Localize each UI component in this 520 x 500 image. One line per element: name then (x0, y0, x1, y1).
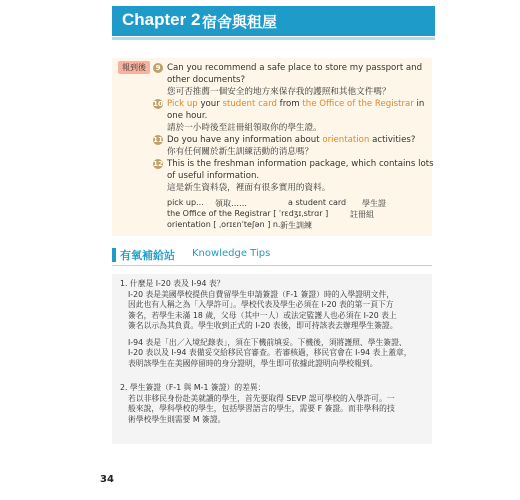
dialog-badge: 報到後 (118, 61, 150, 74)
vocab-term: a student card (288, 198, 347, 207)
tip-line: 簽名，若學生未滿 18 歲，父母（其中一人）或法定監護人也必須在 I-20 表上 (128, 310, 397, 320)
section-title-zh: 有氧補給站 (120, 249, 175, 262)
chapter-label: Chapter 2 (122, 10, 201, 29)
section-divider (112, 265, 432, 266)
vocab-meaning: 領取…… (215, 199, 247, 208)
dialog-zh-line: 您可否推薦一個安全的地方來保存我的護照和其他文件嗎？ (167, 87, 391, 97)
tip-line: 因此也有人稱之為「入學許可」。學校代表及學生必須在 I-20 表的第一頁下方 (128, 300, 394, 309)
tip-2 (120, 383, 420, 425)
text-fragment: Do you have any information about (167, 135, 323, 145)
highlight-phrase: Pick up (167, 99, 198, 109)
text-fragment: your (197, 99, 223, 109)
dialog-en-line (167, 98, 424, 110)
vocab-term: the Office of the Registrar [ ˈrɛdʒɪˌstrɑr ] (167, 209, 329, 218)
dialog-zh-line: 請於一小時後至註冊組領取你的學生證。 (167, 123, 322, 133)
vocab-meaning: 新生訓練 (280, 221, 312, 230)
dialog-en-line: This is the freshman information package, which contains lots (167, 159, 434, 169)
tip-line: 般來說，學科學校的學生，包括學習語言的學生，需要 F 簽證。而非學科的技 (128, 404, 395, 413)
text-fragment: in (413, 99, 425, 109)
dialog-en-line: other documents? (167, 75, 246, 85)
highlight-phrase: student card (222, 99, 277, 109)
vocab-term: pick up... (167, 198, 204, 207)
highlight-phrase: the Office of the Registrar (302, 99, 414, 109)
tip-line: 術學校學生則需要 M 簽證。 (128, 414, 226, 424)
dialog-en-line: Can you recommend a safe place to store my passport and (167, 63, 423, 73)
tip-line: 簽名以示為其負責。學生收到正式的 I-20 表後，即可持該表去辦理學生簽證。 (128, 321, 398, 330)
section-marker (112, 248, 116, 262)
item-number: 11 (153, 136, 163, 144)
vocab-meaning: 註冊組 (350, 210, 374, 219)
chapter-underline (112, 37, 435, 40)
page-number: 34 (100, 474, 114, 485)
text-fragment: activities? (369, 135, 416, 145)
tip-1 (120, 279, 420, 369)
dialog-zh-line: 你有任何關於新生訓練活動的消息嗎？ (167, 147, 314, 157)
item-number: 12 (153, 160, 163, 168)
chapter-banner (112, 6, 435, 36)
highlight-phrase: orientation (322, 135, 370, 145)
dialog-zh-line: 這是新生資料袋，裡面有很多實用的資料。 (167, 183, 331, 193)
vocab-term: orientation [ ˌorɪɛnˈteʃən ] n. (167, 220, 281, 229)
tip-line: I-20 表是美國學校提供自費留學生申請簽證（F-1 簽證）時的入學證明文件， (128, 289, 395, 299)
dialog-en-line: of useful information. (167, 171, 260, 181)
tip-line: I-94 表是「出／入境紀錄表」，須在下機前填妥。下機後，須將護照、學生簽證、 (128, 337, 407, 347)
item-number: 9 (153, 63, 163, 73)
section-title-en: Knowledge Tips (192, 248, 271, 259)
chapter-header (0, 0, 520, 44)
chapter-title: 宿舍與租屋 (202, 13, 278, 31)
tip-question: 1. 什麼是 I-20 表及 I-94 表？ (120, 279, 225, 288)
tip-line: I-20 表以及 I-94 表備妥交給移民官審查。若審核過，移民官會在 I-94 表上蓋章， (128, 348, 412, 357)
item-number: 10 (153, 100, 163, 108)
tip-line: 若以非移民身份赴美就讀的學生，首先要取得 SEVP 認可學校的入學許可。一 (128, 393, 395, 403)
knowledge-tips-header (112, 246, 432, 264)
text-fragment: from (276, 99, 303, 109)
dialog-en-line: one hour. (167, 111, 208, 121)
tip-line: 表明該學生在美國停留時的身分證明，學生即可依據此證明向學校報到。 (128, 358, 378, 368)
tip-question: 2. 學生簽證（F-1 與 M-1 簽證）的差異： (120, 383, 266, 392)
dialog-en-line (167, 134, 415, 146)
vocab-meaning: 學生證 (362, 199, 386, 208)
